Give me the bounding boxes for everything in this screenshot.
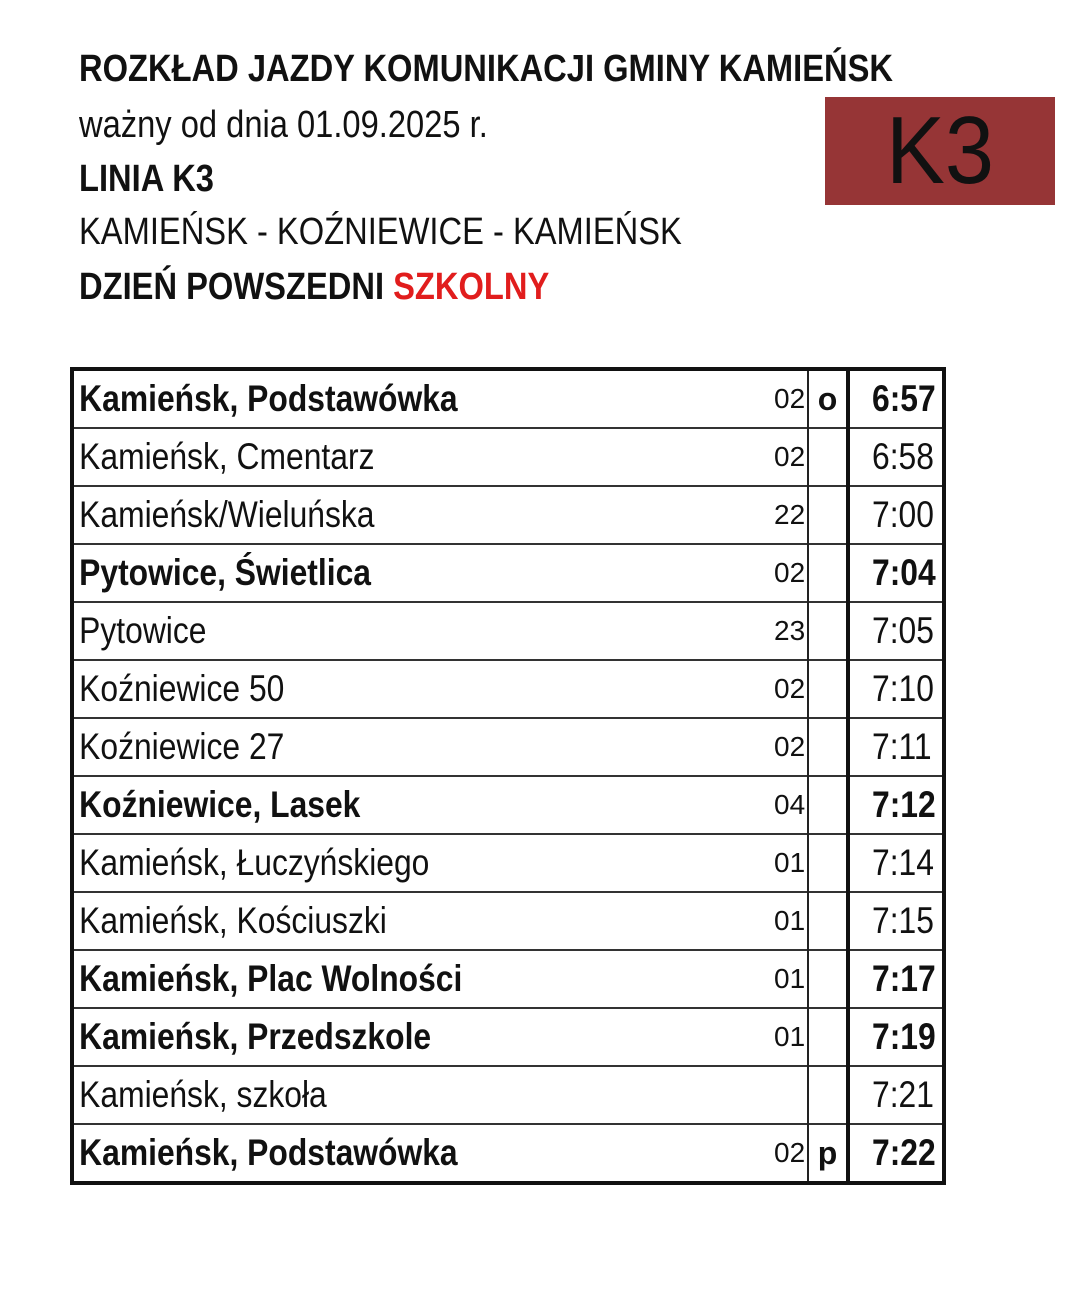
stop-code: 04 [774,776,808,834]
stop-marker [808,1066,848,1124]
stop-cell [72,660,774,718]
stop-cell [72,950,774,1008]
stop-code: 23 [774,602,808,660]
stop-name: Pytowice [79,610,207,651]
stop-cell [72,602,774,660]
line-badge-label: K3 [885,97,995,204]
stop-marker [808,718,848,776]
departure-time: 7:22 [872,1132,936,1173]
line-label: LINIA K3 [79,158,214,200]
time-cell [848,428,944,486]
departure-time: 7:19 [872,1016,936,1057]
time-cell [848,602,944,660]
stop-name: Kamieńsk, szkoła [79,1074,327,1115]
route-description: KAMIEŃSK - KOŹNIEWICE - KAMIEŃSK [79,211,682,253]
time-cell [848,1008,944,1066]
stop-code: 01 [774,950,808,1008]
table-row [72,776,944,834]
departure-time: 6:58 [872,436,934,477]
stop-name: Kamieńsk, Podstawówka [79,378,458,419]
table-row [72,544,944,602]
stop-name: Kamieńsk, Cmentarz [79,436,375,477]
stop-marker [808,776,848,834]
stop-cell [72,1066,774,1124]
departure-time: 7:12 [872,784,936,825]
departure-time: 6:57 [872,378,936,419]
stop-name: Pytowice, Świetlica [79,552,371,593]
timetable [70,367,946,1185]
stop-name: Kamieńsk, Kościuszki [79,900,387,941]
stop-cell [72,1124,774,1183]
table-row [72,486,944,544]
stop-cell [72,1008,774,1066]
stop-marker [808,892,848,950]
stop-code: 02 [774,544,808,602]
table-row [72,718,944,776]
stop-cell [72,369,774,428]
table-row [72,892,944,950]
table-row [72,1008,944,1066]
stop-marker [808,544,848,602]
departure-time: 7:14 [872,842,934,883]
time-cell [848,660,944,718]
time-cell [848,1066,944,1124]
stop-cell [72,486,774,544]
time-cell [848,486,944,544]
departure-time: 7:04 [872,552,936,593]
stop-code [774,1066,808,1124]
departure-time: 7:15 [872,900,934,941]
stop-cell [72,892,774,950]
stop-marker [808,428,848,486]
stop-cell [72,834,774,892]
time-cell [848,834,944,892]
stop-code: 22 [774,486,808,544]
table-row [72,950,944,1008]
departure-time: 7:00 [872,494,934,535]
table-row [72,1066,944,1124]
stop-name: Kamieńsk, Plac Wolności [79,958,463,999]
day-type-highlight: SZKOLNY [393,266,550,308]
stop-cell [72,544,774,602]
table-row [72,1124,944,1183]
time-cell [848,369,944,428]
stop-code: 01 [774,892,808,950]
line-badge [825,97,1055,205]
stop-code: 02 [774,660,808,718]
stop-code: 02 [774,718,808,776]
stop-marker [808,486,848,544]
departure-time: 7:05 [872,610,934,651]
stop-code: 02 [774,428,808,486]
departure-time: 7:21 [872,1074,934,1115]
stop-cell [72,776,774,834]
departure-time: 7:17 [872,958,936,999]
stop-name: Kamieńsk, Łuczyńskiego [79,842,430,883]
time-cell [848,950,944,1008]
departure-time: 7:11 [872,726,932,767]
table-row [72,834,944,892]
stop-name: Koźniewice 50 [79,668,285,709]
stop-marker: o [808,369,848,428]
table-row [72,428,944,486]
table-row [72,369,944,428]
stop-code: 02 [774,1124,808,1183]
stop-marker [808,1008,848,1066]
time-cell [848,776,944,834]
day-prefix: DZIEŃ POWSZEDNI [79,266,385,308]
stop-name: Kamieńsk, Podstawówka [79,1132,458,1173]
validity-date: ważny od dnia 01.09.2025 r. [79,104,488,146]
stop-code: 02 [774,369,808,428]
stop-marker [808,602,848,660]
stop-name: Kamieńsk, Przedszkole [79,1016,432,1057]
departure-time: 7:10 [872,668,934,709]
stop-cell [72,718,774,776]
stop-code: 01 [774,1008,808,1066]
time-cell [848,544,944,602]
table-row [72,660,944,718]
stop-marker [808,950,848,1008]
time-cell [848,718,944,776]
stop-name: Koźniewice, Lasek [79,784,361,825]
table-row [72,602,944,660]
stop-name: Kamieńsk/Wieluńska [79,494,375,535]
time-cell [848,892,944,950]
stop-marker [808,660,848,718]
stop-marker [808,834,848,892]
time-cell [848,1124,944,1183]
stop-marker: p [808,1124,848,1183]
day-type-line [79,266,549,309]
stop-cell [72,428,774,486]
stop-name: Koźniewice 27 [79,726,285,767]
timetable-body [72,369,944,1183]
stop-code: 01 [774,834,808,892]
timetable-title: ROZKŁAD JAZDY KOMUNIKACJI GMINY KAMIEŃSK [79,48,894,90]
